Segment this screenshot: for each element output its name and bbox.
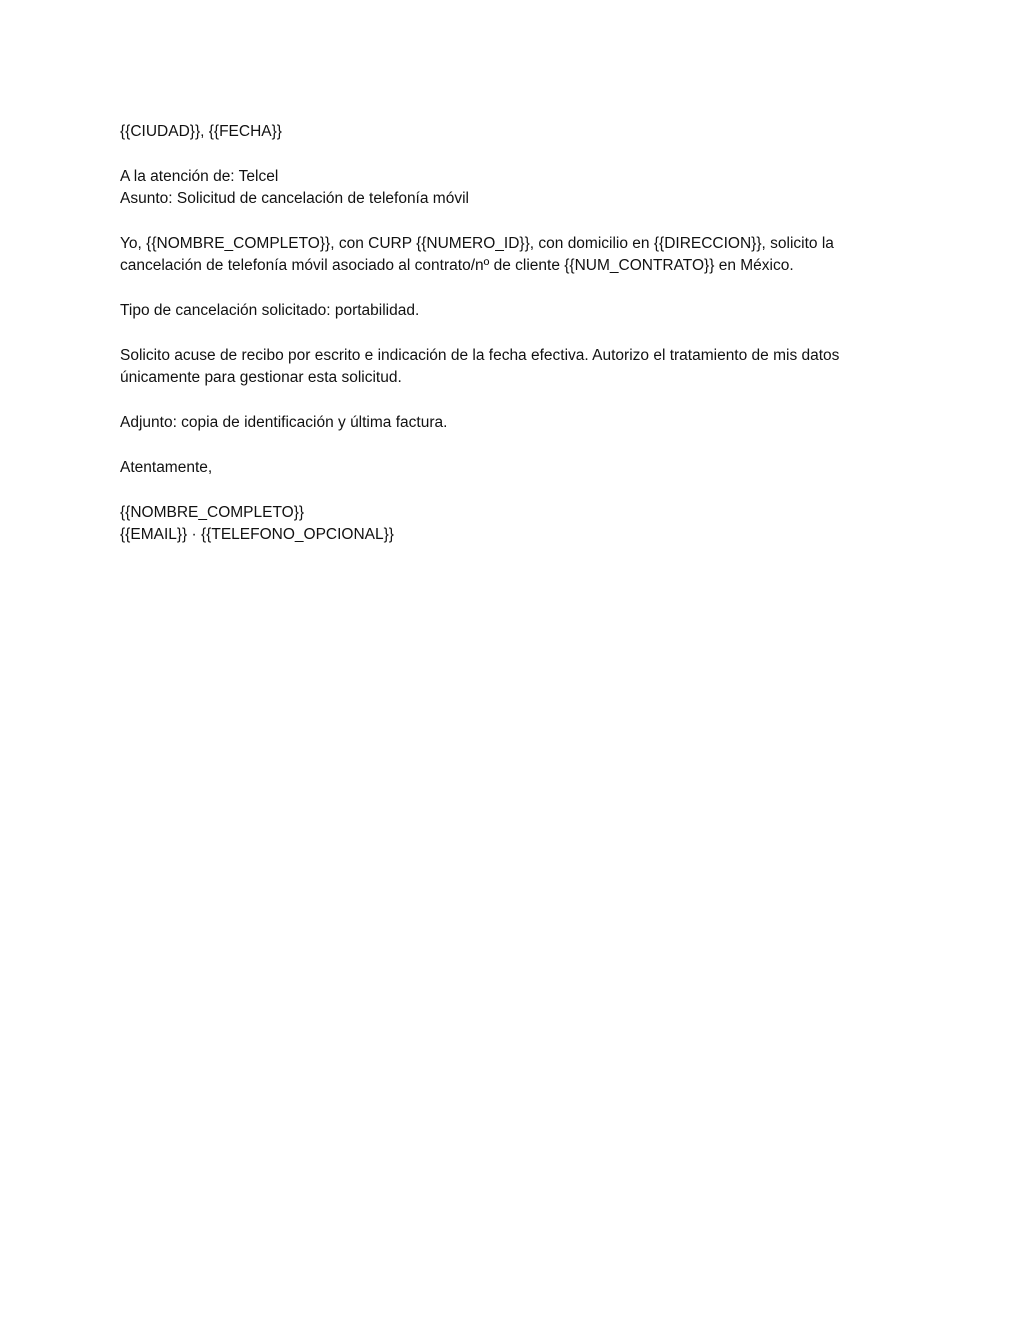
signature-block [120,502,910,547]
place-date: {{CIUDAD}}, {{FECHA}} [120,123,282,140]
request-line-2: cancelación de telefonía móvil asociado al contrato/nº de cliente {{NUM_CONTRATO}} en México. [120,257,794,275]
signature-contact: {{EMAIL}} · {{TELEFONO_OPCIONAL}} [120,526,394,544]
letter-body [120,121,910,569]
attachments-paragraph [120,412,910,434]
signature-name: {{NOMBRE_COMPLETO}} [120,503,305,521]
cancellation-type: Tipo de cancelación solicitado: portabilidad. [120,302,420,320]
acknowledgement-line-2: únicamente para gestionar esta solicitud. [120,369,402,387]
acknowledgement-line-1: Solicito acuse de recibo por escrito e indicación de la fecha efectiva. Autorizo el tratamiento de mis datos [120,347,840,364]
attachments-line: Adjunto: copia de identificación y última factura. [120,414,448,432]
subject-line: Asunto: Solicitud de cancelación de telefonía móvil [120,190,469,208]
cancellation-type-paragraph [120,300,910,322]
place-date-block [120,121,910,143]
acknowledgement-paragraph [120,345,910,390]
attention-line: A la atención de: Telcel [120,167,279,185]
closing-paragraph [120,457,910,479]
request-paragraph [120,233,910,278]
request-line-1: Yo, {{NOMBRE_COMPLETO}}, con CURP {{NUMERO_ID}}, con domicilio en {{DIRECCION}}, solicito la [120,235,834,252]
header-block [120,166,910,211]
closing-line: Atentamente, [120,459,213,476]
